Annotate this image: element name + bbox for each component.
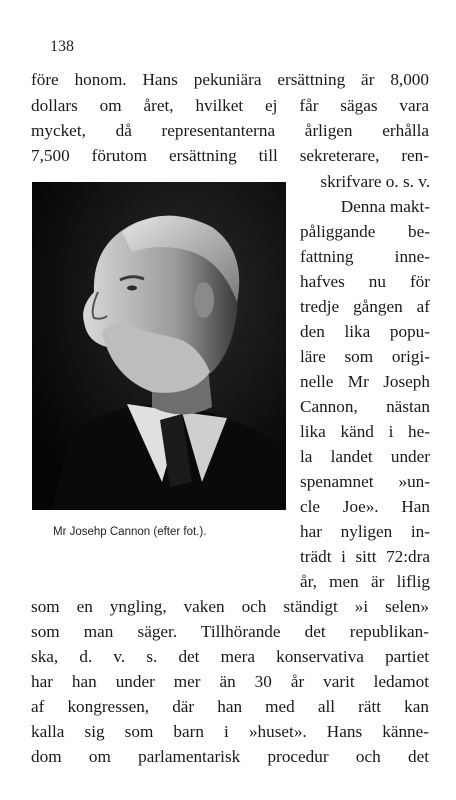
text-line: dom om parlamentarisk procedur och det: [31, 747, 429, 766]
text-line: har han under mer än 30 år varit ledamot: [31, 672, 429, 691]
column-line: skrifvare o. s. v.: [320, 172, 430, 191]
column-line: den lika popu-: [300, 322, 430, 341]
column-line: trädt i sitt 72:dra: [300, 547, 430, 566]
text-line: dollars om året, hvilket ej får sägas vara: [31, 96, 429, 115]
column-line: tredje gången af: [300, 297, 430, 316]
text-line: 7,500 förutom ersättning till sekreterare, ren-: [31, 146, 429, 165]
figure-caption: Mr Josehp Cannon (efter fot.).: [53, 526, 207, 538]
column-line: la landet under: [300, 447, 430, 466]
column-line: hafves nu för: [300, 272, 430, 291]
portrait-photo: [32, 182, 286, 510]
portrait-illustration: [32, 182, 286, 510]
column-line: påliggande be-: [300, 222, 430, 241]
column-line: lika känd i he-: [300, 422, 430, 441]
text-line: som en yngling, vaken och ständigt »i selen»: [31, 597, 429, 616]
column-line: Denna makt-: [340, 197, 430, 216]
page-number: 138: [50, 38, 74, 55]
column-line: har nyligen in-: [300, 522, 430, 541]
column-line: läre som origi-: [300, 347, 430, 366]
column-line: nelle Mr Joseph: [300, 372, 430, 391]
text-line: kalla sig som barn i »huset». Hans känne-: [31, 722, 429, 741]
text-line: mycket, då representanterna årligen erhålla: [31, 121, 429, 140]
column-line: Cannon, nästan: [300, 397, 430, 416]
text-line: som man säger. Tillhörande det republikan-: [31, 622, 429, 641]
text-line: af kongressen, där han med all rätt kan: [31, 697, 429, 716]
column-line: fattning inne-: [300, 247, 430, 266]
column-line: år, men är liflig: [300, 572, 430, 591]
text-line: före honom. Hans pekuniära ersättning är 8,000: [31, 70, 429, 89]
column-line: cle Joe». Han: [300, 497, 430, 516]
column-line: spenamnet »un-: [300, 472, 430, 491]
text-line: ska, d. v. s. det mera konservativa partiet: [31, 647, 429, 666]
